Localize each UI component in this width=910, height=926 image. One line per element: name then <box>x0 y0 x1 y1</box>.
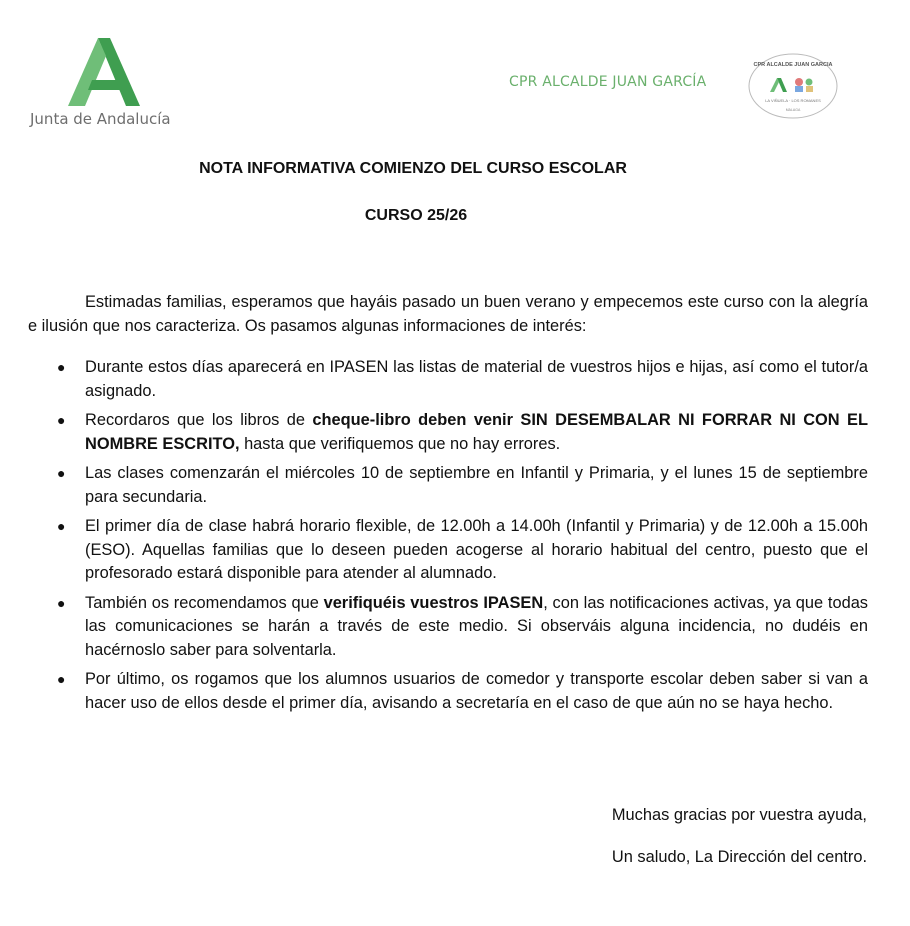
list-item-start-dates <box>28 462 868 509</box>
closing-thanks: Muchas gracias por vuestra ayuda, <box>611 806 867 824</box>
list-item-text-pre: También os recomendamos que <box>85 593 324 612</box>
bullet-icon: ● <box>57 412 66 428</box>
intro-paragraph: Estimadas familias, esperamos que hayáis pasado un buen verano y empecemos este curso con la alegría e ilusión que nos caracteriza. Os pasamos algunas informaciones de interés: <box>28 293 868 335</box>
list-item-text-post: , con las notificaciones activas, ya que todas las comunicaciones se harán a través de este medio. Si observáis alguna incidencia, no dudéis en hacérnoslo saber para solventarla. <box>85 593 869 659</box>
list-item-text-bold: verifiquéis vuestros IPASEN <box>323 593 544 612</box>
closing-signature: Un saludo, La Dirección del centro. <box>611 848 867 866</box>
seal-sub-text: MÁLAGA <box>785 108 801 112</box>
bullet-icon: ● <box>57 359 66 375</box>
info-list <box>28 356 868 721</box>
list-item-flexible-schedule <box>28 515 868 586</box>
school-name: CPR ALCALDE JUAN GARCÍA <box>509 74 707 90</box>
list-item-text: Las clases comenzarán el miércoles 10 de septiembre en Infantil y Primaria, y el lunes 15 de septiembre para secundaria. <box>85 464 868 506</box>
bullet-icon: ● <box>57 465 66 481</box>
junta-text: Junta de Andalucía <box>30 110 171 128</box>
seal-top-text: CPR ALCALDE JUAN GARCÍA <box>753 62 833 68</box>
school-seal <box>747 52 839 120</box>
list-item-text-pre: Recordaros que los libros de <box>85 411 313 429</box>
junta-de-andalucia-logo <box>30 38 190 133</box>
bullet-icon: ● <box>57 518 66 534</box>
list-item-text-bold: cheque-libro deben venir SIN DESEMBALAR NI FORRAR NI CON EL NOMBRE ESCRITO, <box>85 411 868 453</box>
list-item-text: Por último, os rogamos que los alumnos usuarios de comedor y transporte escolar deben saber si van a hacer uso de ellos desde el primer día, avisando a secretaría en el caso de que aún no se haya hecho. <box>85 670 868 712</box>
list-item-text: Durante estos días aparecerá en IPASEN las listas de material de vuestros hijos e hijas, así como el tutor/a asignado. <box>85 358 868 400</box>
bullet-icon: ● <box>57 594 66 611</box>
list-item-text: El primer día de clase habrá horario flexible, de 12.00h a 14.00h (Infantil y Primaria) y de 12.00h a 15.00h (ESO). Aquellas familias que lo deseen pueden acogerse al horario habitual del centro, puesto que el profesorado estará disponible para atender al alumnado. <box>85 517 868 582</box>
list-item-ipasen <box>28 592 868 663</box>
seal-bottom-text: LA VIÑUELA · LOS ROMANES <box>765 98 821 103</box>
document-title: NOTA INFORMATIVA COMIENZO DEL CURSO ESCOLAR <box>199 160 627 177</box>
list-item-text-post: hasta que verifiquemos que no hay errores. <box>239 434 561 453</box>
bullet-icon: ● <box>57 671 66 687</box>
list-item-cheque-libro <box>28 409 868 456</box>
course-title: CURSO 25/26 <box>364 207 468 224</box>
list-item-services <box>28 668 868 715</box>
junta-a-logo-icon <box>68 38 140 106</box>
list-item-materials <box>28 356 868 403</box>
